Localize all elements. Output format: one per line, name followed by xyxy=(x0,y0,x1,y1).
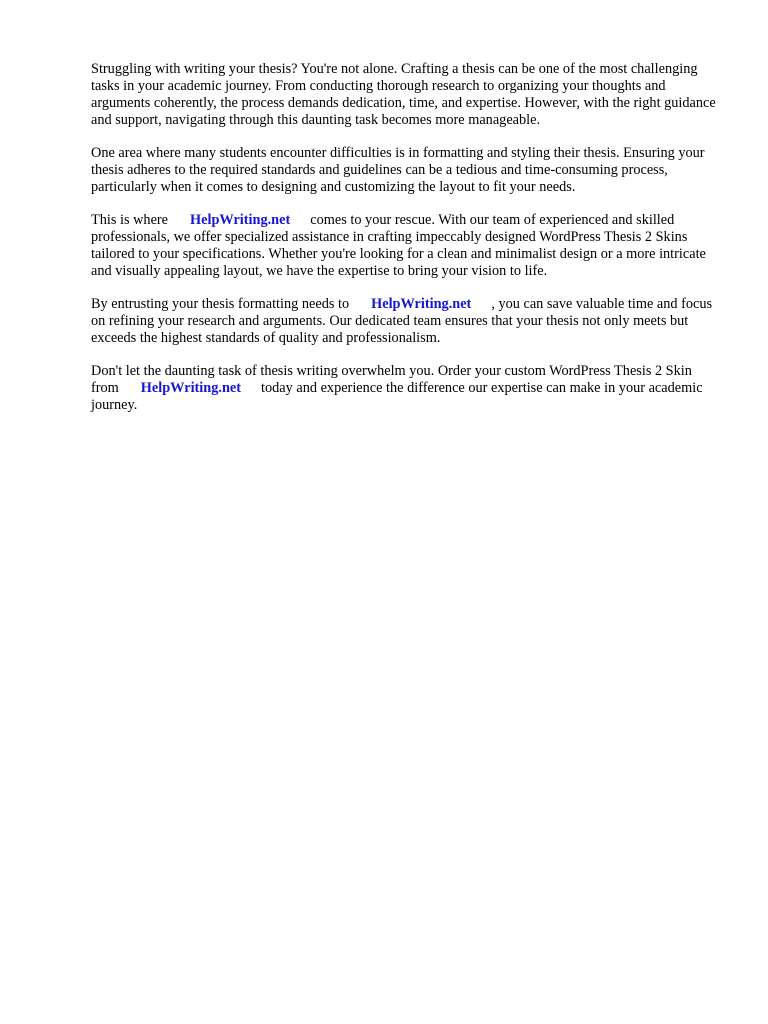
paragraph-formatting-text: One area where many students encounter difficulties is in formatting and styling their thesis. Ensuring your thesis adheres to the required standards and guidelines can be a tedious and time-consuming process, particularly when it comes to designing and customizing the layout to fit your needs. xyxy=(91,145,705,195)
paragraph-order xyxy=(91,363,723,414)
paragraph-rescue-text-after: comes to your rescue. With our team of experienced and skilled professionals, we offer specialized assistance in crafting impeccably designed WordPress Thesis 2 Skins tailored to your specifications. Whether you're looking for a clean and minimalist design or a more intricate and visually appealing layout, we have the expertise to bring your vision to life. xyxy=(91,212,706,279)
helpwriting-link-1[interactable]: HelpWriting.net xyxy=(190,212,291,228)
paragraph-intro: Struggling with writing your thesis? You're not alone. Crafting a thesis can be one of the most challenging tasks in your academic journey. From conducting thorough research to organizing your thoughts and arguments coherently, the process demands dedication, time, and expertise. However, with the right guidance and support, navigating through this daunting task becomes more manageable. xyxy=(91,61,716,128)
helpwriting-link-2[interactable]: HelpWriting.net xyxy=(371,296,472,312)
paragraph-entrusting-text-before: By entrusting your thesis formatting needs to xyxy=(91,296,350,312)
helpwriting-link-3[interactable]: HelpWriting.net xyxy=(140,380,242,396)
paragraph-order-text-after: today and experience the difference our expertise can make in your academic journey. xyxy=(91,380,703,413)
paragraph-formatting xyxy=(91,145,723,196)
paragraph-rescue xyxy=(91,212,723,280)
paragraph-order-text-before: Don't let the daunting task of thesis writing overwhelm you. Order your custom WordPress Thesis 2 Skin from xyxy=(91,363,692,396)
paragraph-entrusting-text-after: , you can save valuable time and focus on refining your research and arguments. Our dedicated team ensures that your thesis not only meets but exceeds the highest standards of quality and professionalism. xyxy=(91,296,713,346)
paragraph-rescue-text-before: This is where xyxy=(91,212,169,228)
paragraph-entrusting xyxy=(91,296,723,347)
document-body xyxy=(91,61,723,430)
